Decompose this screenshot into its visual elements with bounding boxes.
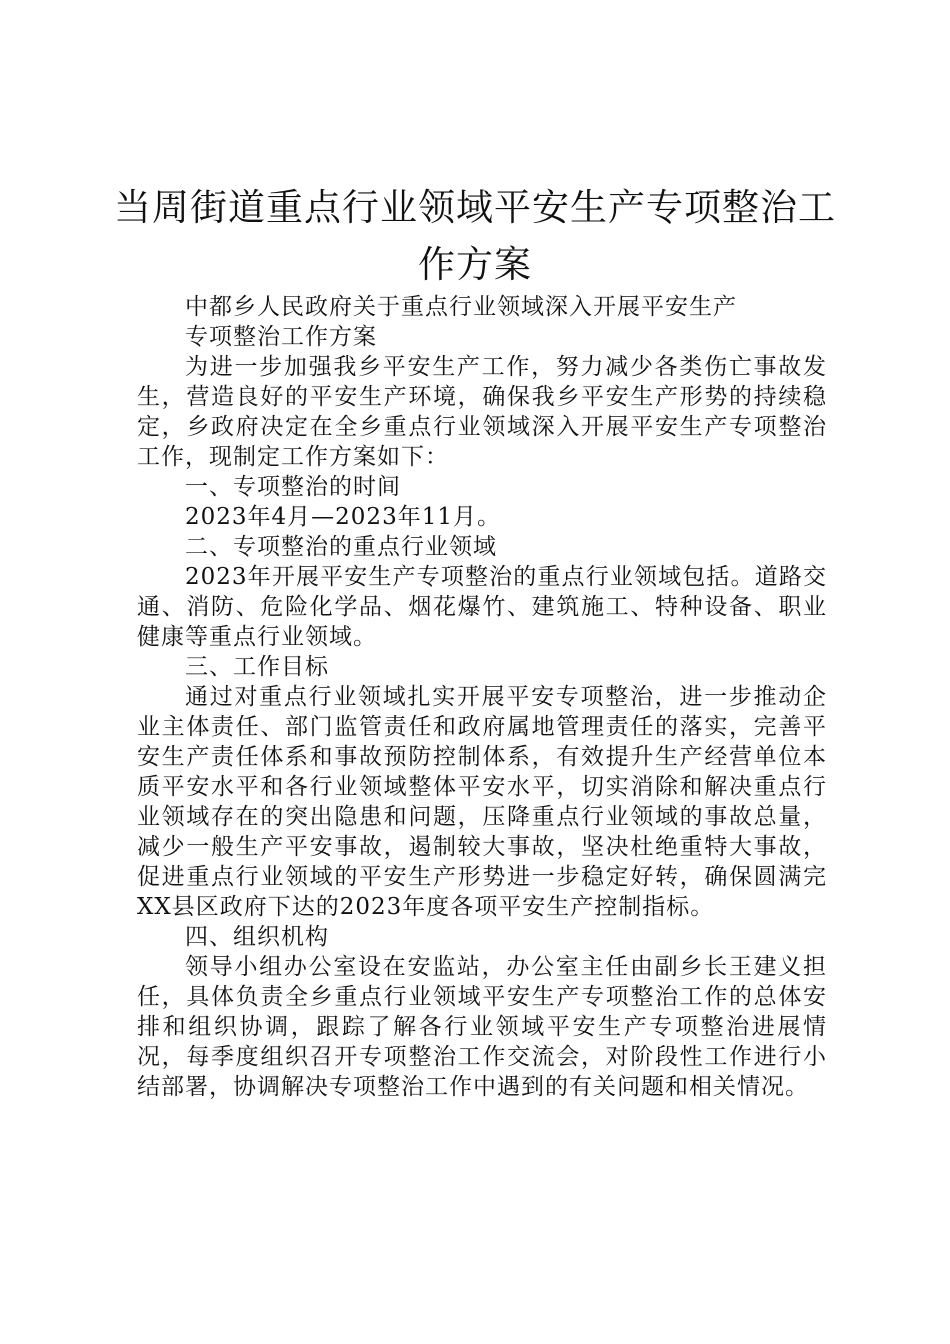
section-4-paragraph: 领导小组办公室设在安监站，办公室主任由副乡长王建义担任，具体负责全乡重点行业领域平安生产专项整治工作的总体安排和组织协调，跟踪了解各行业领域平安生产专项整治进展情况，每季度组织召开专项整治工作交流会，对阶段性工作进行小结部署，协调解决专项整治工作中遇到的有关问题和相关情况。 [137,954,827,1100]
section-heading-3: 三、工作目标 [185,654,329,680]
section-heading-4: 四、组织机构 [185,924,329,950]
document-body [137,292,827,1102]
section-3-paragraph: 通过对重点行业领域扎实开展平安专项整治，进一步推动企业主体责任、部门监管责任和政府属地管理责任的落实，完善平安生产责任体系和事故预防控制体系，有效提升生产经营单位本质平安水平和各行业领域整体平安水平，切实消除和解决重点行业领域存在的突出隐患和问题，压降重点行业领域的事故总量，减少一般生产平安事故，遏制较大事故，坚决杜绝重特大事故，促进重点行业领域的平安生产形势进一步稳定好转，确保圆满完XX县区政府下达的2023年度各项平安生产控制指标。 [137,684,827,920]
document-title-line-1: 当周街道重点行业领域平安生产专项整治工 [114,186,836,229]
section-heading-1: 一、专项整治的时间 [185,474,401,500]
intro-paragraph: 为进一步加强我乡平安生产工作，努力减少各类伤亡事故发生，营造良好的平安生产环境，确保我乡平安生产形势的持续稳定，乡政府决定在全乡重点行业领域深入开展平安生产专项整治工作，现制定工作方案如下： [137,354,827,470]
section-heading-2: 二、专项整治的重点行业领域 [185,534,497,560]
section-1-paragraph: 2023年4月—2023年11月。 [185,504,501,530]
subtitle-line-1: 中都乡人民政府关于重点行业领域深入开展平安生产 [185,294,737,320]
section-2-paragraph: 2023年开展平安生产专项整治的重点行业领域包括。道路交通、消防、危险化学品、烟花爆竹、建筑施工、特种设备、职业健康等重点行业领域。 [137,564,827,650]
subtitle-line-2: 专项整治工作方案 [185,324,377,350]
document-title-line-2: 作方案 [418,243,532,286]
